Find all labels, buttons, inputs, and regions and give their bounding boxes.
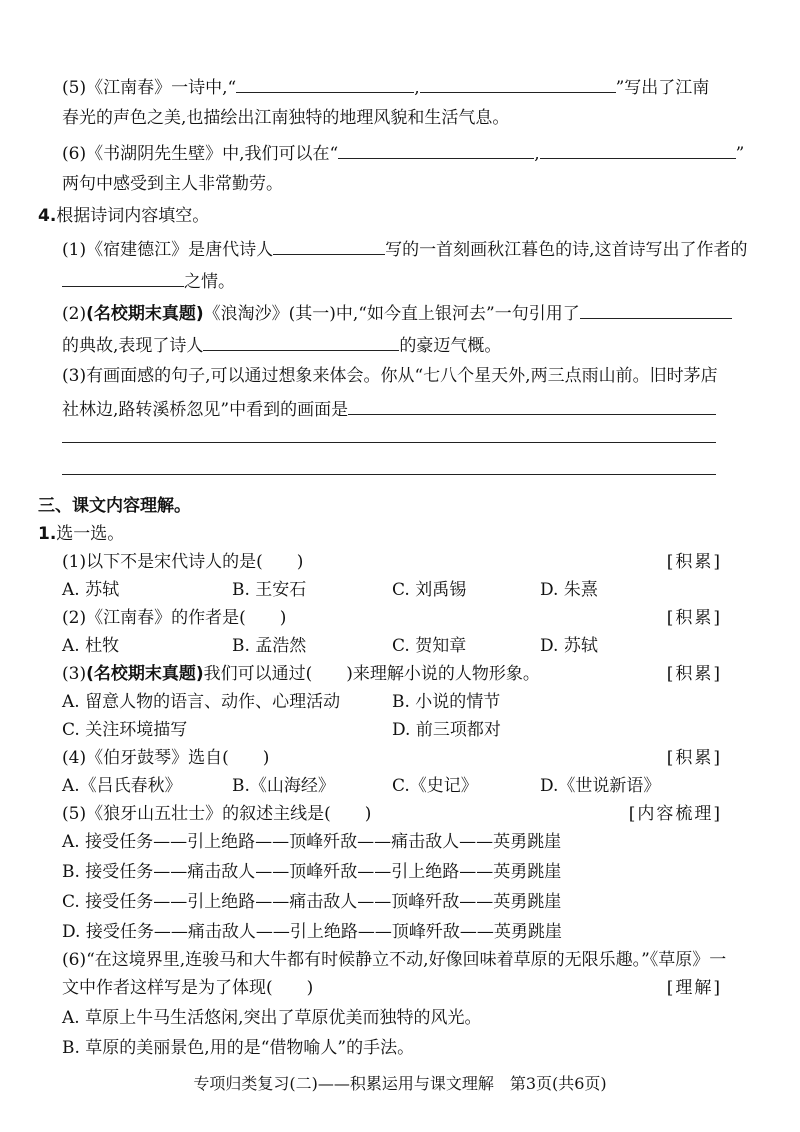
mc6-option-b[interactable]: B. 草原的美丽景色,用的是“借物喻人”的手法。 <box>62 1038 415 1058</box>
mc5-tag: [内容梳理] <box>628 804 722 824</box>
mc2-option-b[interactable]: B. 孟浩然 <box>232 636 307 656</box>
mc2-option-c[interactable]: C. 贺知章 <box>392 636 467 656</box>
mc5-option-a[interactable]: A. 接受任务——引上绝路——顶峰歼敌——痛击敌人——英勇跳崖 <box>62 832 562 852</box>
q5-line1: (5)《江南春》一诗中,“ , ”写出了江南 <box>62 74 709 100</box>
mc3-option-b[interactable]: B. 小说的情节 <box>392 692 501 712</box>
mc1-tag: [积累] <box>666 552 722 572</box>
s4-heading: 4.根据诗词内容填空。 <box>38 206 210 226</box>
mc2-stem: (2)《江南春》的作者是( ) <box>62 608 287 628</box>
mc2-option-a[interactable]: A. 杜牧 <box>62 636 120 656</box>
mc4-tag: [积累] <box>666 748 722 768</box>
mc6-option-a[interactable]: A. 草原上牛马生活悠闲,突出了草原优美而独特的风光。 <box>62 1008 482 1028</box>
s4-q2-blank-allusion[interactable] <box>580 300 732 319</box>
mc6-stem-line2: 文中作者这样写是为了体现( ) <box>62 978 314 998</box>
q6-blank-1[interactable] <box>338 140 534 159</box>
mc4-option-c[interactable]: C.《史记》 <box>392 776 478 796</box>
answer-line-3[interactable] <box>62 474 716 475</box>
s4-q3-line2: 社林边,路转溪桥忽见”中看到的画面是 <box>62 396 716 422</box>
s4-q2-blank-poet[interactable] <box>203 332 399 351</box>
q1-heading: 1.选一选。 <box>38 524 125 544</box>
s4-q1-blank-emotion[interactable] <box>62 268 184 287</box>
page-footer: 专项归类复习(二)——积累运用与课文理解 第3页(共6页) <box>193 1074 607 1093</box>
mc3-stem: (3)(名校期末真题)我们可以通过( )来理解小说的人物形象。 <box>62 664 540 684</box>
q5-line2: 春光的声色之美,也描绘出江南独特的地理风貌和生活气息。 <box>62 108 510 128</box>
q5-blank-2[interactable] <box>420 74 616 93</box>
mc5-stem: (5)《狼牙山五壮士》的叙述主线是( ) <box>62 804 372 824</box>
mc5-option-d[interactable]: D. 接受任务——痛击敌人——引上绝路——顶峰歼敌——英勇跳崖 <box>62 922 562 942</box>
mc4-option-d[interactable]: D.《世说新语》 <box>540 776 661 796</box>
mc5-option-b[interactable]: B. 接受任务——痛击敌人——顶峰歼敌——引上绝路——英勇跳崖 <box>62 862 562 882</box>
mc1-option-d[interactable]: D. 朱熹 <box>540 580 598 600</box>
section-3-title: 三、课文内容理解。 <box>38 496 191 516</box>
q6-line1: (6)《书湖阴先生壁》中,我们可以在“ , ” <box>62 140 744 166</box>
mc4-stem: (4)《伯牙鼓琴》选自( ) <box>62 748 270 768</box>
mc3-tag: [积累] <box>666 664 722 684</box>
mc1-stem: (1)以下不是宋代诗人的是( ) <box>62 552 304 572</box>
mc3-option-c[interactable]: C. 关注环境描写 <box>62 720 188 740</box>
mc3-option-d[interactable]: D. 前三项都对 <box>392 720 501 740</box>
exam-tag: (名校期末真题) <box>86 664 204 684</box>
mc4-option-a[interactable]: A.《吕氏春秋》 <box>62 776 182 796</box>
mc4-option-b[interactable]: B.《山海经》 <box>232 776 335 796</box>
mc6-tag: [理解] <box>666 978 722 998</box>
mc3-option-a[interactable]: A. 留意人物的语言、动作、心理活动 <box>62 692 341 712</box>
s4-q3-blank-1[interactable] <box>348 396 716 415</box>
q5-blank-1[interactable] <box>236 74 414 93</box>
mc2-option-d[interactable]: D. 苏轼 <box>540 636 598 656</box>
mc6-stem-line1: (6)“在这境界里,连骏马和大牛都有时候静立不动,好像回味着草原的无限乐趣。”《草原》一 <box>62 950 727 970</box>
s4-q1-blank-poet[interactable] <box>273 236 385 255</box>
mc1-option-a[interactable]: A. 苏轼 <box>62 580 120 600</box>
mc2-tag: [积累] <box>666 608 722 628</box>
exam-tag: (名校期末真题) <box>86 304 204 324</box>
s4-q1-line1: (1)《宿建德江》是唐代诗人 写的一首刻画秋江暮色的诗,这首诗写出了作者的 <box>62 236 748 262</box>
q6-line2: 两句中感受到主人非常勤劳。 <box>62 174 283 194</box>
s4-q2-line1: (2)(名校期末真题)《浪淘沙》(其一)中,“如今直上银河去”一句引用了 <box>62 300 732 326</box>
mc1-option-b[interactable]: B. 王安石 <box>232 580 307 600</box>
q6-blank-2[interactable] <box>540 140 736 159</box>
s4-q1-line2: 之情。 <box>62 268 235 294</box>
mc1-option-c[interactable]: C. 刘禹锡 <box>392 580 467 600</box>
answer-line-2[interactable] <box>62 442 716 443</box>
mc5-option-c[interactable]: C. 接受任务——引上绝路——痛击敌人——顶峰歼敌——英勇跳崖 <box>62 892 562 912</box>
s4-q2-line2: 的典故,表现了诗人 的豪迈气概。 <box>62 332 501 358</box>
s4-q3-line1: (3)有画面感的句子,可以通过想象来体会。你从“七八个星天外,两三点雨山前。旧时茅店 <box>62 366 718 386</box>
